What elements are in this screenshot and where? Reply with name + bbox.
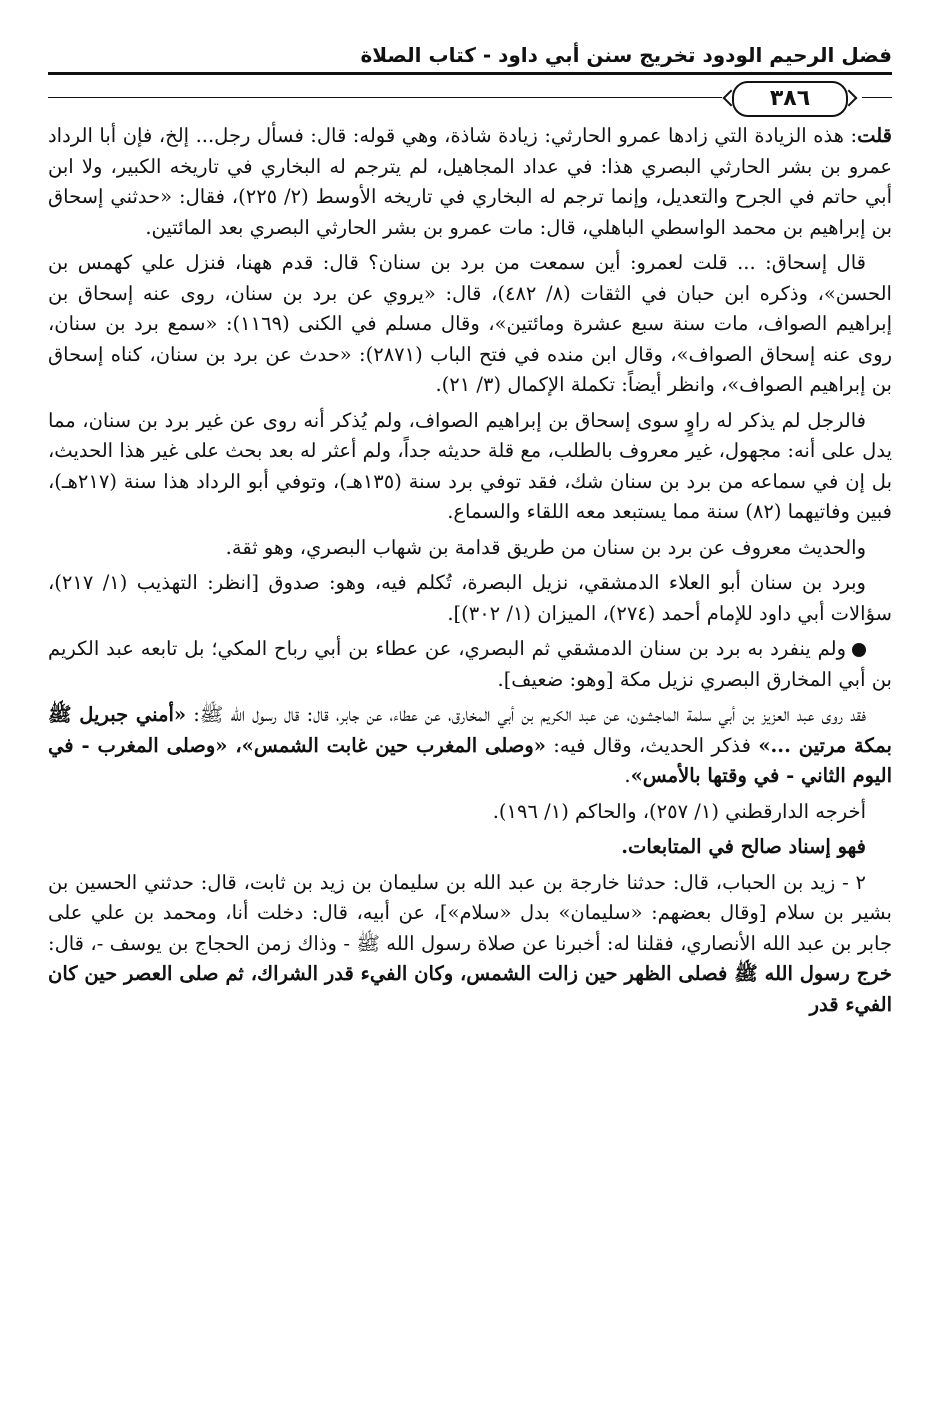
paragraph-7-part-c: فذكر الحديث، وقال فيه: <box>545 733 759 757</box>
page-number: ٣٨٦ <box>732 81 848 117</box>
running-header <box>48 40 892 70</box>
paragraph-7-part-e: . <box>624 764 631 787</box>
paragraph-6 <box>48 634 892 695</box>
paragraph-10-part-a: ٢ - زيد بن الحباب، قال: حدثنا خارجة بن عبد الله بن سليمان بن زيد بن ثابت، قال: حدثني الحسين بن بشير بن سلام [وقال بعضهم: «سليمان» بدل «سلام»]، عن أبيه، قال: دخلت أنا، ومحمد بن علي على جابر بن عبد الله الأنصاري، فقلنا له: أخبرنا عن صلاة رسول الله ﷺ - وذاك زمن الحجاج بن يوسف -، قال: <box>48 870 892 955</box>
bullet-icon <box>852 643 866 657</box>
ornament-line-left <box>48 97 722 98</box>
paragraph-1 <box>48 121 892 243</box>
ornament-line-right <box>862 97 892 98</box>
hadith-quote-1: «أمني جبريل ﷺ بمكة مرتين ...» <box>48 703 892 757</box>
paragraph-7 <box>48 700 892 792</box>
paragraph-4: والحديث معروف عن برد بن سنان من طريق قدامة بن شهاب البصري، وهو ثقة. <box>225 535 866 559</box>
page-body <box>48 121 892 1020</box>
conclusion-line: فهو إسناد صالح في المتابعات. <box>621 835 866 858</box>
hadith-quote-3: خرج رسول الله ﷺ فصلى الظهر حين زالت الشمس، وكان الفيء قدر الشراك، ثم صلى العصر حين كان الفيء قدر <box>48 962 892 1016</box>
paragraph-3: فالرجل لم يذكر له راوٍ سوى إسحاق بن إبراهيم الصواف، ولم يُذكر أنه روى عن غير برد بن سنان، مما يدل على أنه: مجهول، غير معروف بالطلب، مع قلة حديثه جداً، ولم أعثر له بعد بحث على غير هذا الحديث، بل إن في سماعه من برد بن سنان شك، فقد توفي برد سنة (١٣٥هـ)، وتوفي أبو الرداد هذا سنة (٢١٧هـ)، فبين وفاتيهما (٨٢) سنة مما يستبعد معه اللقاء والسماع. <box>48 408 892 523</box>
paragraph-2: قال إسحاق: ... قلت لعمرو: أين سمعت من برد بن سنان؟ قال: قدم ههنا، فنزل علي كهمس بن الحسن»، وذكره ابن حبان في الثقات (٨/ ٤٨٢)، قال: «يروي عن برد بن سنان، روى عنه إسحاق بن إبراهيم الصواف، مات سنة سبع عشرة ومائتين»، وقال مسلم في الكنى (١١٦٩): «سمع برد بن سنان، روى عنه إسحاق الصواف»، وقال ابن منده في فتح الباب (٢٨٧١): «حدث عن برد بن سنان، كناه إسحاق بن إبراهيم الصواف»، وانظر أيضاً: تكملة الإكمال (٣/ ٢١). <box>48 251 893 396</box>
paragraph-10 <box>48 868 892 1021</box>
paragraph-6-text: ولم ينفرد به برد بن سنان الدمشقي ثم البصري، عن عطاء بن أبي رباح المكي؛ بل تابعه عبد الكريم بن أبي المخارق البصري نزيل مكة [وهو: ضعيف]. <box>48 637 892 691</box>
running-title: فضل الرحيم الودود تخريج سنن أبي داود - كتاب الصلاة <box>360 43 892 67</box>
qult-label: قلت <box>857 124 892 147</box>
paragraph-1-text: : هذه الزيادة التي زادها عمرو الحارثي: زيادة شاذة، وهي قوله: قال: فسأل رجل... إلخ، فإن أبا الرداد عمرو بن بشر الحارثي البصري هذا: في عداد المجاهيل، لم يترجم له البخاري في تاريخه الكبير، ولا ابن أبي حاتم في الجرح والتعديل، وإنما ترجم له البخاري في تاريخه الأوسط (٢/ ٢٢٥)، فقال: «حدثني إسحاق بن إبراهيم بن محمد الواسطي الباهلي، قال: مات عمرو بن بشر الحارثي البصري بعد المائتين. <box>48 124 893 239</box>
paragraph-5: وبرد بن سنان أبو العلاء الدمشقي، نزيل البصرة، تُكلم فيه، وهو: صدوق [انظر: التهذيب (١/ ٢١٧)، سؤالات أبي داود للإمام أحمد (٢٧٤)، الميزان (١/ ٣٠٢)]. <box>48 571 892 625</box>
paragraph-8: أخرجه الدارقطني (١/ ٢٥٧)، والحاكم (١/ ١٩٦). <box>492 799 866 823</box>
hadith-quote-2: «وصلى المغرب حين غابت الشمس»، «وصلى المغرب - في اليوم الثاني - في وقتها بالأمس» <box>48 733 892 787</box>
page-number-row <box>48 75 892 121</box>
paragraph-7-part-a: فقد روى عبد العزيز بن أبي سلمة الماجشون، عن عبد الكريم بن أبي المخارق، عن عطاء، عن جابر، قال: قال رسول الله ﷺ: <box>186 703 867 726</box>
